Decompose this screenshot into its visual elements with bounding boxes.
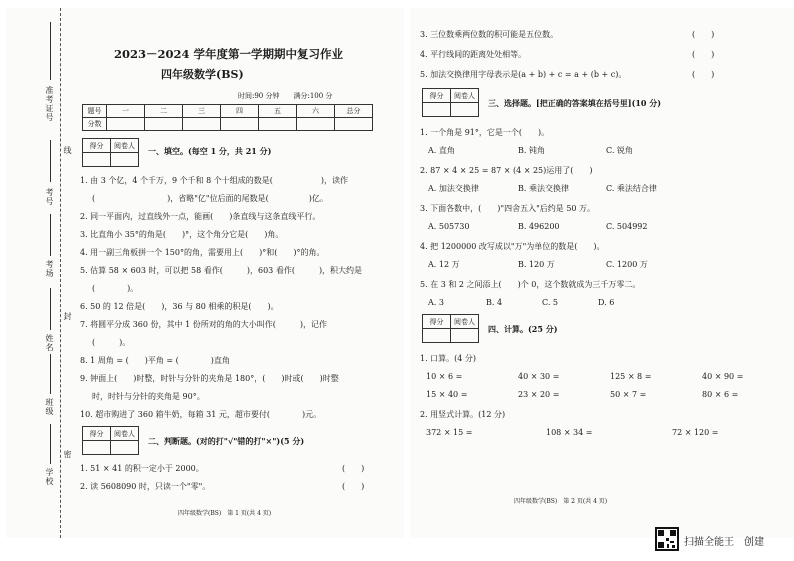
judge-4: 4. 平行线间的距离处处相等。	[420, 50, 527, 59]
score-table-cell: 五	[259, 105, 297, 118]
question-4: 4. 用一副三角板拼一个 150°的角，需要用上( )°和( )°的角。	[80, 248, 325, 257]
score-cell-empty	[335, 118, 373, 131]
question-3: 3. 比直角小 35°的角是( )°，这个角分它是( )角。	[80, 230, 284, 239]
class-line	[50, 354, 51, 394]
question-1a: 1. 由 3 个亿，4 个千万，9 个千和 8 个十组成的数是( )，读作	[80, 176, 349, 185]
grader-box-4	[422, 314, 479, 343]
grader-score-label: 得分	[83, 427, 111, 441]
kaohao-line	[50, 140, 51, 182]
choice-5-option-a: A. 3	[428, 298, 444, 307]
choice-5: 5. 在 3 和 2 之间添上( )个 0，这个数就成为三千万零二。	[420, 280, 641, 289]
judge-5: 5. 加法交换律用字母表示是(a + b) + c = a + (b + c)。	[420, 70, 627, 79]
question-8: 8. 1 周角 = ( )平角 = ( )直角	[80, 356, 230, 365]
choice-1-option-a: A. 直角	[428, 146, 455, 155]
choice-1-option-b: B. 钝角	[518, 146, 545, 155]
choice-5-option-d: D. 6	[598, 298, 615, 307]
score-cell-empty	[145, 118, 183, 131]
grader-cell-empty	[423, 329, 451, 343]
kaochang-label: 考场	[45, 260, 54, 278]
choice-5-option-c: C. 5	[542, 298, 559, 307]
kaochang-line	[50, 214, 51, 256]
qr-code-icon	[655, 527, 679, 551]
mental-calc-item: 15 × 40 =	[426, 390, 468, 399]
grader-score-label: 得分	[423, 89, 451, 103]
score-table-score-row	[83, 118, 373, 131]
grader-cell-empty	[111, 153, 139, 167]
question-5a: 5. 估算 58 × 603 时，可以把 58 看作( )，603 看作( )，积大约是	[80, 266, 363, 275]
grader-box-1	[82, 138, 139, 167]
score-table-cell: 题号	[83, 105, 107, 118]
question-9b: 时，时针与分针的夹角是 90°。	[92, 392, 205, 401]
question-7b: ( )。	[92, 338, 131, 347]
choice-3: 3. 下面各数中，( )"四舍五入"后约是 50 万。	[420, 204, 596, 213]
page-footer-2: 四年级数学(BS) 第 2 页(共 4 页)	[514, 498, 608, 505]
score-cell-empty	[297, 118, 335, 131]
grader-score-label: 得分	[423, 315, 451, 329]
grader-cell-empty	[83, 441, 111, 455]
cut-line-mark: 线	[63, 146, 72, 155]
score-table-cell: 二	[145, 105, 183, 118]
section3-heading: 三、选择题。[把正确的答案填在括号里](10 分)	[488, 98, 662, 108]
exam-number-line	[50, 22, 51, 80]
choice-4-option-a: A. 12 万	[428, 260, 460, 269]
question-9a: 9. 钟面上( )时整，时针与分针的夹角是 180°，( )时或( )时整	[80, 374, 339, 383]
grader-box-3	[422, 88, 479, 117]
kaohao-label: 考号	[45, 188, 54, 206]
mental-calc-item: 125 × 8 =	[610, 372, 652, 381]
grader-score-label: 得分	[83, 139, 111, 153]
choice-3-option-a: A. 505730	[428, 222, 470, 231]
name-label: 姓名	[45, 334, 54, 352]
calc-part-2-heading: 2. 用竖式计算。(12 分)	[420, 410, 506, 419]
mental-calc-item: 23 × 20 =	[518, 390, 560, 399]
judge-1-answer: ( )	[342, 464, 365, 473]
choice-1-option-c: C. 锐角	[606, 146, 633, 155]
grader-reviewer-label: 阅卷人	[451, 89, 479, 103]
score-table-cell: 一	[107, 105, 145, 118]
grader-cell-empty	[451, 103, 479, 117]
calc-part-1-heading: 1. 口算。(4 分)	[420, 354, 477, 363]
secret-mark: 密	[63, 450, 72, 459]
mental-calc-item: 10 × 6 =	[426, 372, 463, 381]
choice-4: 4. 把 1200000 改写成以"万"为单位的数是( )。	[420, 242, 605, 251]
grader-reviewer-label: 阅卷人	[111, 427, 139, 441]
school-line	[50, 424, 51, 464]
name-line	[50, 288, 51, 330]
choice-2-option-a: A. 加法交换律	[428, 184, 479, 193]
score-cell-empty	[259, 118, 297, 131]
mental-calc-item: 40 × 90 =	[702, 372, 744, 381]
score-table-cell: 四	[221, 105, 259, 118]
grader-box-2	[82, 426, 139, 455]
score-row-label: 分数	[83, 118, 107, 131]
exam-page-2	[410, 8, 794, 538]
score-table-cell: 总分	[335, 105, 373, 118]
score-cell-empty	[183, 118, 221, 131]
binding-dashed-line	[60, 8, 61, 538]
choice-3-option-c: C. 504992	[606, 222, 648, 231]
choice-2-option-b: B. 乘法交换律	[518, 184, 569, 193]
judge-3: 3. 三位数乘两位数的积可能是五位数。	[420, 30, 559, 39]
judge-4-answer: ( )	[692, 50, 715, 59]
question-1b: ( )，省略"亿"位后面的尾数是( )亿。	[92, 194, 328, 203]
vertical-calc-item: 372 × 15 =	[426, 428, 473, 437]
score-cell-empty	[107, 118, 145, 131]
question-7a: 7. 将圆平分成 360 份，其中 1 份所对的角的大小叫作( )，记作	[80, 320, 327, 329]
grader-reviewer-label: 阅卷人	[451, 315, 479, 329]
section1-heading: 一、填空。(每空 1 分，共 21 分)	[148, 146, 272, 156]
grader-cell-empty	[83, 153, 111, 167]
binding-margin	[6, 8, 72, 538]
scanner-watermark: 扫描全能王 创建	[684, 537, 764, 548]
judge-2-answer: ( )	[342, 482, 365, 491]
time-info: 时间:90 分钟 满分:100 分	[238, 92, 333, 100]
grader-reviewer-label: 阅卷人	[111, 139, 139, 153]
choice-3-option-b: B. 496200	[518, 222, 560, 231]
score-table-header-row	[83, 105, 373, 118]
judge-5-answer: ( )	[692, 70, 715, 79]
page-footer-1: 四年级数学(BS) 第 1 页(共 4 页)	[178, 510, 272, 517]
exam-page-1	[6, 8, 404, 538]
judge-3-answer: ( )	[692, 30, 715, 39]
grader-cell-empty	[423, 103, 451, 117]
question-5b: ( )。	[92, 284, 139, 293]
choice-1: 1. 一个角是 91°，它是一个( )。	[420, 128, 550, 137]
vertical-calc-item: 72 × 120 =	[672, 428, 719, 437]
grader-cell-empty	[111, 441, 139, 455]
choice-5-option-b: B. 4	[486, 298, 503, 307]
score-table	[82, 104, 373, 131]
judge-1: 1. 51 × 41 的积一定小于 2000。	[80, 464, 204, 473]
class-label: 班级	[45, 398, 54, 416]
score-table-cell: 三	[183, 105, 221, 118]
exam-number-label: 准考证号	[45, 86, 54, 122]
seal-mark: 封	[63, 312, 72, 321]
question-2: 2. 同一平面内，过直线外一点，能画( )条直线与这条直线平行。	[80, 212, 321, 221]
choice-4-option-b: B. 120 万	[518, 260, 555, 269]
section2-heading: 二、判断题。(对的打"√"错的打"×")(5 分)	[148, 436, 305, 446]
section4-heading: 四、计算。(25 分)	[488, 324, 558, 334]
mental-calc-item: 80 × 6 =	[702, 390, 739, 399]
choice-2-option-c: C. 乘法结合律	[606, 184, 657, 193]
school-label: 学校	[45, 468, 54, 486]
score-table-cell: 六	[297, 105, 335, 118]
grader-cell-empty	[451, 329, 479, 343]
vertical-calc-item: 108 × 34 =	[546, 428, 593, 437]
exam-title: 2023－2024 学年度第一学期期中复习作业	[114, 47, 344, 61]
mental-calc-item: 40 × 30 =	[518, 372, 560, 381]
choice-4-option-c: C. 1200 万	[606, 260, 648, 269]
question-10: 10. 超市购进了 360 箱牛奶，每箱 31 元，超市要付( )元。	[80, 410, 322, 419]
choice-2: 2. 87 × 4 × 25 = 87 × (4 × 25)运用了( )	[420, 166, 593, 175]
exam-subtitle: 四年级数学(BS)	[161, 68, 244, 81]
judge-2: 2. 读 5608090 时，只读一个"零"。	[80, 482, 211, 491]
score-cell-empty	[221, 118, 259, 131]
question-6: 6. 50 的 12 倍是( )，36 与 80 相乘的积是( )。	[80, 302, 279, 311]
mental-calc-item: 50 × 7 =	[610, 390, 647, 399]
